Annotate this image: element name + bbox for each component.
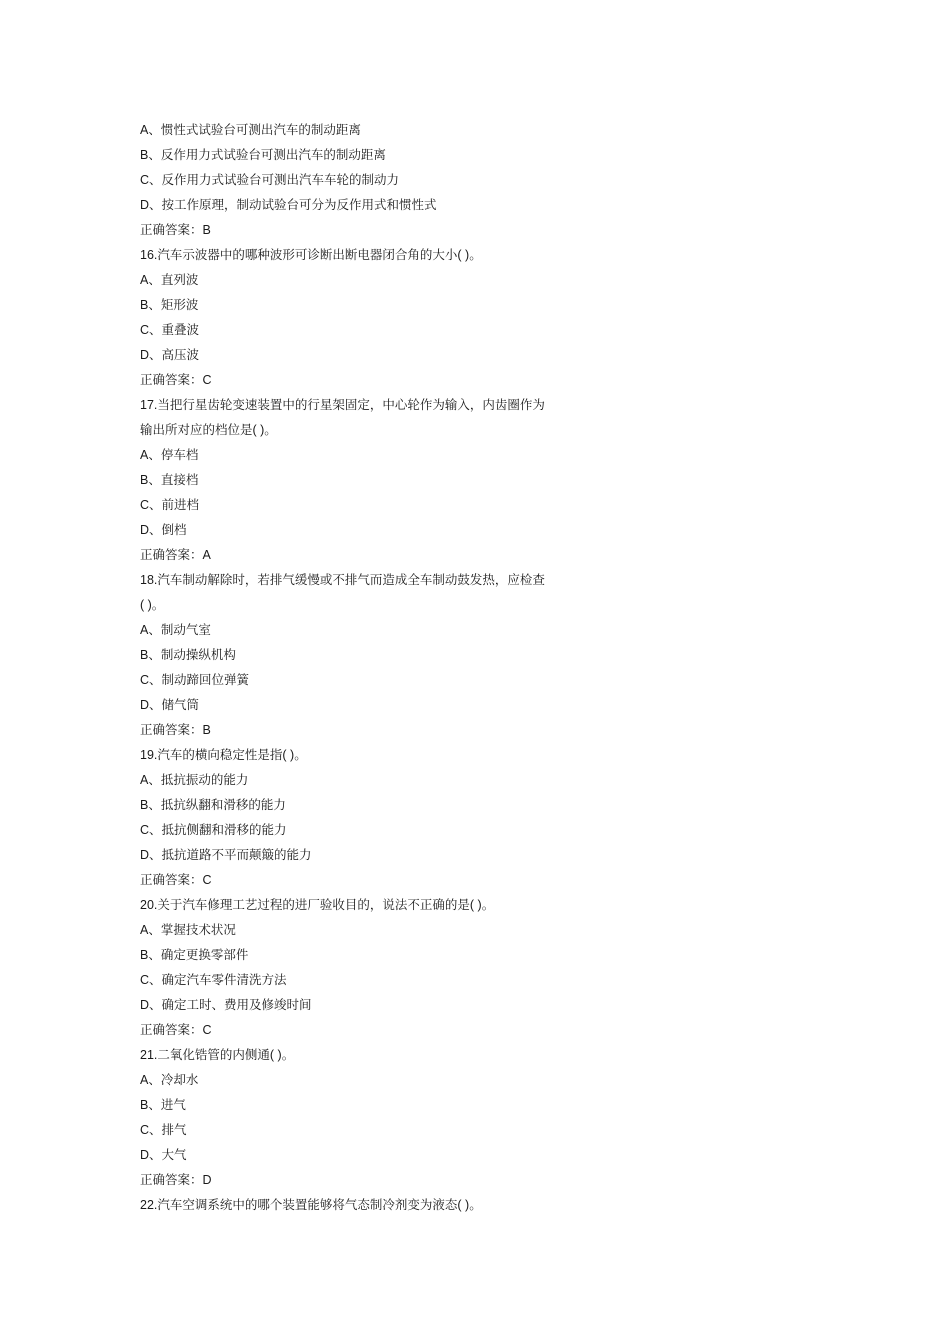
question-block-19 [140,743,548,893]
option-item: B、抵抗纵翻和滑移的能力 [140,798,286,812]
option-item: B、确定更换零部件 [140,948,249,962]
question-block-17 [140,393,548,568]
answer-line: 正确答案：D [140,1173,212,1187]
question-number: 18. [140,573,158,587]
option-item: C、反作用力式试验台可测出汽车车轮的制动力 [140,173,400,187]
option-item: D、按工作原理，制动试验台可分为反作用式和惯性式 [140,198,437,212]
answer-line: 正确答案：B [140,723,211,737]
option-item: C、确定汽车零件清洗方法 [140,973,287,987]
option-item: A、停车档 [140,448,199,462]
question-stem [140,568,548,618]
option-item: D、储气筒 [140,698,200,712]
question-text: 汽车的横向稳定性是指( )。 [157,748,307,762]
option-item: B、矩形波 [140,298,199,312]
question-text: 当把行星齿轮变速装置中的行星架固定，中心轮作为输入，内齿圈作为输出所对应的档位是( )。 [140,398,545,437]
question-number: 22. [140,1198,158,1212]
question-text: 汽车制动解除时，若排气缓慢或不排气而造成全车制动鼓发热，应检查( )。 [140,573,545,612]
question-block-22 [140,1193,548,1218]
question-block-18 [140,568,548,743]
question-number: 21. [140,1048,158,1062]
question-text: 关于汽车修理工艺过程的进厂验收目的，说法不正确的是( )。 [157,898,495,912]
option-item: D、大气 [140,1148,187,1162]
question-stem [140,743,548,768]
option-item: C、制动蹄回位弹簧 [140,673,250,687]
option-item: A、惯性式试验台可测出汽车的制动距离 [140,123,361,137]
option-item: A、制动气室 [140,623,211,637]
answer-line: 正确答案：B [140,223,211,237]
option-item: A、掌握技术状况 [140,923,236,937]
document-content [140,118,548,1218]
question-number: 20. [140,898,158,912]
question-number: 17. [140,398,158,412]
orphan-option-block [140,118,548,243]
option-item: C、抵抗侧翻和滑移的能力 [140,823,287,837]
option-item: A、直列波 [140,273,199,287]
option-item: D、抵抗道路不平而颠簸的能力 [140,848,312,862]
question-block-16 [140,243,548,393]
option-item: D、倒档 [140,523,187,537]
option-item: A、抵抗振动的能力 [140,773,249,787]
question-stem [140,1193,548,1218]
option-item: D、确定工时、费用及修竣时间 [140,998,312,1012]
question-number: 19. [140,748,158,762]
question-text: 汽车示波器中的哪种波形可诊断出断电器闭合角的大小( )。 [157,248,482,262]
question-stem [140,893,548,918]
question-number: 16. [140,248,158,262]
question-stem [140,393,548,443]
answer-line: 正确答案：C [140,1023,212,1037]
option-item: B、直接档 [140,473,199,487]
option-item: B、进气 [140,1098,186,1112]
question-text: 汽车空调系统中的哪个装置能够将气态制冷剂变为液态( )。 [157,1198,482,1212]
option-item: C、前进档 [140,498,200,512]
option-item: B、制动操纵机构 [140,648,236,662]
question-block-21 [140,1043,548,1193]
option-item: B、反作用力式试验台可测出汽车的制动距离 [140,148,386,162]
answer-line: 正确答案：C [140,373,212,387]
question-stem [140,243,548,268]
question-text: 二氧化锆管的内侧通( )。 [157,1048,295,1062]
question-block-20 [140,893,548,1043]
option-item: A、冷却水 [140,1073,199,1087]
option-item: D、高压波 [140,348,200,362]
answer-line: 正确答案：C [140,873,212,887]
question-stem [140,1043,548,1068]
option-item: C、排气 [140,1123,187,1137]
option-item: C、重叠波 [140,323,200,337]
answer-line: 正确答案：A [140,548,211,562]
